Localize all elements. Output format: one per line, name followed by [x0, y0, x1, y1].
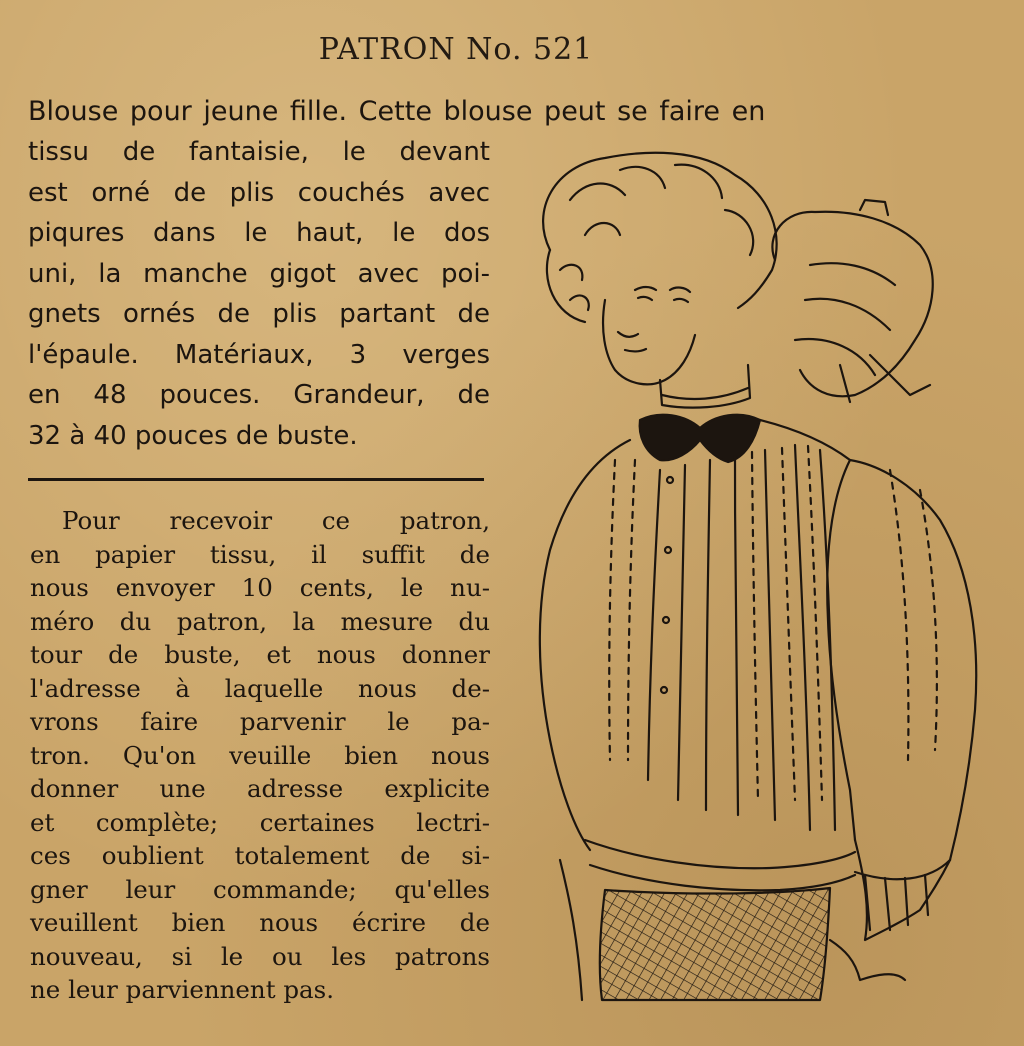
section-divider	[28, 478, 484, 481]
description-first-line: Blouse pour jeune fille. Cette blouse peut se faire en	[28, 96, 766, 127]
notice-line: ne leur parviennent pas.	[30, 975, 334, 1004]
description-line: gnets ornés de plis partant de	[28, 299, 490, 329]
ordering-notice	[30, 504, 490, 1007]
description-line: est orné de plis couchés avec	[28, 177, 490, 208]
description-line: piqures dans le haut, le dos	[28, 218, 490, 248]
notice-line: nouveau, si le ou les patrons	[30, 941, 490, 971]
description-line: l'épaule. Matériaux, 3 verges	[28, 339, 490, 370]
notice-line: vrons faire parvenir le pa-	[30, 707, 490, 736]
notice-line: donner une adresse explicite	[30, 774, 490, 803]
description-line: en 48 pouces. Grandeur, de	[28, 380, 490, 410]
notice-line: et complète; certaines lectri-	[30, 807, 490, 837]
notice-line: gner leur commande; qu'elles	[30, 874, 490, 904]
notice-line: veuillent bien nous écrire de	[30, 908, 490, 937]
description-line: uni, la manche gigot avec poi-	[28, 258, 490, 289]
notice-line: méro du patron, la mesure du	[30, 606, 490, 636]
notice-line: Pour recevoir ce patron,	[62, 506, 490, 535]
notice-line: nous envoyer 10 cents, le nu-	[30, 573, 490, 602]
notice-line: en papier tissu, il suffit de	[30, 539, 490, 569]
notice-line: tron. Qu'on veuille bien nous	[30, 740, 490, 770]
notice-line: tour de buste, et nous donner	[30, 640, 490, 669]
description-line: tissu de fantaisie, le devant	[28, 137, 490, 167]
notice-line: ces oublient totalement de si-	[30, 841, 490, 870]
description-block	[28, 132, 490, 456]
blouse-illustration	[510, 140, 1010, 1020]
notice-line: l'adresse à laquelle nous de-	[30, 673, 490, 703]
description-line: 32 à 40 pouces de buste.	[28, 420, 358, 451]
page-title: PATRON No. 521	[318, 32, 594, 67]
